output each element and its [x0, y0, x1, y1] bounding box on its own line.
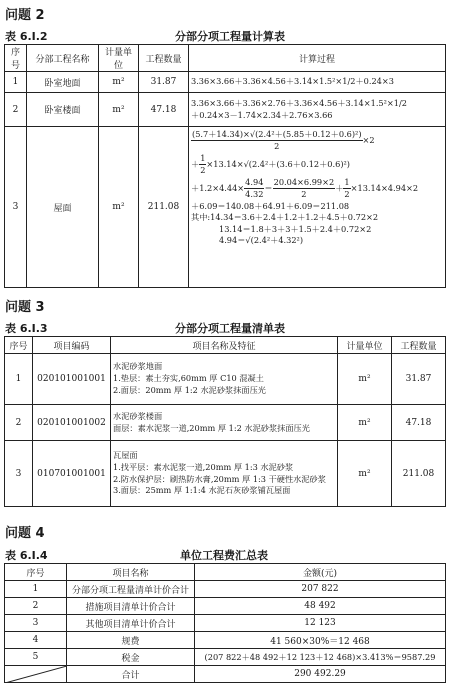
row-amount: 207 822 [195, 581, 446, 598]
calc-line: 13.14＝1.8＋3＋3＋1.5＋2.4＋0.72×2 [219, 223, 372, 234]
q3-header-row [5, 337, 446, 354]
table-row [5, 598, 446, 615]
row-name: 其他项目清单计价合计 [67, 615, 195, 632]
q3-header-desc: 项目名称及特征 [111, 337, 338, 354]
calc-line: 其中:14.34＝3.6＋2.4＋1.2＋1.2＋4.5＋0.72×2 [191, 212, 379, 223]
desc-line: 3.面层：25mm 厚 1:1:4 水泥石灰砂浆铺瓦屋面 [113, 485, 291, 496]
row-quantity: 31.87 [392, 354, 446, 405]
table-row [5, 581, 446, 598]
row-number: 2 [5, 405, 33, 441]
table-row [5, 405, 446, 441]
q2-table-number: 表 6.Ⅰ.2 [5, 30, 48, 43]
desc-line: 面层：素水泥浆一道,20mm 厚 1:2 水泥砂浆抹面压光 [113, 422, 310, 433]
desc-line: 水泥砂浆地面 [113, 361, 163, 372]
total-amount: 290 492.29 [195, 666, 446, 683]
table-row [5, 72, 446, 93]
row-number: 1 [5, 72, 27, 93]
row-unit: m² [99, 93, 139, 127]
total-row [5, 666, 446, 683]
row-quantity: 211.08 [139, 127, 189, 288]
calc-line: $\frac{\text{(5.7＋14.34)×√(2.4²＋(5.85＋0.12＋0.6)²)}}{2}$ ×2 [192, 129, 375, 152]
q4-header-name: 项目名称 [67, 564, 195, 581]
row-description [111, 441, 338, 507]
q3-heading: 问题 3 [5, 300, 45, 315]
calc-line: 3.36×3.66＋3.36×4.56＋3.14×1.5²×1/2＋0.24×3 [191, 76, 394, 87]
q2-header-calc: 计算过程 [189, 45, 446, 72]
row-number: 3 [5, 615, 67, 632]
q3-header-code: 项目编码 [33, 337, 111, 354]
table-row [5, 93, 446, 127]
row-code: 020101001001 [33, 354, 111, 405]
table-row [5, 354, 446, 405]
calc-line: ＋6.09＝140.08＋64.91＋6.09＝211.08 [191, 200, 350, 211]
row-name: 措施项目清单计价合计 [67, 598, 195, 615]
row-amount: (207 822＋48 492＋12 123＋12 468)×3.413%＝9587.29 [195, 649, 446, 666]
row-unit: m² [99, 72, 139, 93]
row-number: 5 [5, 649, 67, 666]
total-diagonal-cell [5, 666, 67, 683]
fraction: $\frac{\text{(5.7＋14.34)×√(2.4²＋(5.85＋0.12＋0.6)²)}}{2}$ [192, 129, 362, 152]
desc-line: 2.防水保护层：刷热防水膏,20mm 厚 1:3 干硬性水泥砂浆 [113, 473, 326, 484]
calc-line: 4.94＝√(2.4²＋4.32²) [219, 235, 304, 246]
q2-table [4, 44, 446, 288]
row-unit: m² [99, 127, 139, 288]
row-quantity: 211.08 [392, 441, 446, 507]
desc-line: 瓦屋面 [113, 449, 138, 460]
q3-header-no: 序号 [5, 337, 33, 354]
calc-line: ＋ $\frac{1}{2}$ ×13.14×√(2.4²＋(3.6＋0.12＋0.6)²) [191, 152, 350, 176]
desc-line: 水泥砂浆楼面 [113, 410, 163, 421]
row-quantity: 47.18 [139, 93, 189, 127]
row-name: 规费 [67, 632, 195, 649]
row-amount: 12 123 [195, 615, 446, 632]
q4-table [4, 563, 446, 683]
q3-header-qty: 工程数量 [392, 337, 446, 354]
table-row [5, 615, 446, 632]
row-unit: m² [338, 405, 392, 441]
fraction: $\frac{1}{2}$ [344, 176, 350, 200]
q2-header-no: 序号 [5, 45, 27, 72]
row-name: 卧室地面 [27, 72, 99, 93]
q2-header-qty: 工程数量 [139, 45, 189, 72]
row-calculation [189, 72, 446, 93]
row-name: 卧室楼面 [27, 93, 99, 127]
calc-line: ＋0.24×3－1.74×2.34＋2.76×3.66 [191, 109, 333, 120]
desc-line: 1.垫层：素土夯实,60mm 厚 C10 混凝土 [113, 373, 264, 384]
q4-header-row [5, 564, 446, 581]
fraction: $\frac{4.94}{4.32}$ [245, 176, 264, 200]
row-number: 3 [5, 441, 33, 507]
desc-line: 1.找平层：素水泥浆一道,20mm 厚 1:3 水泥砂浆 [113, 461, 294, 472]
q4-header-no: 序号 [5, 564, 67, 581]
table-row [5, 632, 446, 649]
q2-table-title: 分部分项工程量计算表 [175, 30, 285, 43]
row-amount: 41 560×30%＝12 468 [195, 632, 446, 649]
row-number: 2 [5, 598, 67, 615]
row-number: 2 [5, 93, 27, 127]
q3-table-title: 分部分项工程量清单表 [175, 322, 285, 335]
row-description [111, 354, 338, 405]
table-row [5, 127, 446, 288]
row-quantity: 31.87 [139, 72, 189, 93]
row-name: 分部分项工程量清单计价合计 [67, 581, 195, 598]
row-amount: 48 492 [195, 598, 446, 615]
diagonal-line [5, 666, 67, 683]
q2-header-name: 分部工程名称 [27, 45, 99, 72]
table-row [5, 649, 446, 666]
q3-header-unit: 计量单位 [338, 337, 392, 354]
row-unit: m² [338, 354, 392, 405]
q2-header-row [5, 45, 446, 72]
row-calculation [189, 127, 446, 288]
q3-table [4, 336, 446, 507]
q4-heading: 问题 4 [5, 526, 45, 541]
q2-heading: 问题 2 [5, 8, 45, 23]
q4-header-amount: 金额(元) [195, 564, 446, 581]
calc-line: ＋1.2×4.44× $\frac{4.94}{4.32}$ ＝ $\frac{20.04\times 6.99\times 2}{2}$ ＋ $\frac{1}{2}$ ×13.14×4.94×2 [191, 176, 419, 200]
row-name: 屋面 [27, 127, 99, 288]
table-row [5, 441, 446, 507]
row-quantity: 47.18 [392, 405, 446, 441]
row-name: 税金 [67, 649, 195, 666]
fraction: $\frac{20.04\times 6.99\times 2}{2}$ [273, 176, 335, 200]
total-label: 合计 [67, 666, 195, 683]
row-number: 4 [5, 632, 67, 649]
q4-table-number: 表 6.Ⅰ.4 [5, 549, 48, 562]
row-number: 3 [5, 127, 27, 288]
row-code: 020101001002 [33, 405, 111, 441]
row-code: 010701001001 [33, 441, 111, 507]
q4-table-title: 单位工程费汇总表 [180, 549, 268, 562]
row-calculation [189, 93, 446, 127]
row-description [111, 405, 338, 441]
desc-line: 2.面层：20mm 厚 1:2 水泥砂浆抹面压光 [113, 384, 266, 395]
row-number: 1 [5, 354, 33, 405]
q2-header-unit: 计量单位 [99, 45, 139, 72]
calc-line: 3.36×3.66＋3.36×2.76＋3.36×4.56＋3.14×1.5²×1/2 [191, 98, 407, 109]
q3-table-number: 表 6.Ⅰ.3 [5, 322, 48, 335]
row-number: 1 [5, 581, 67, 598]
fraction: $\frac{1}{2}$ [200, 152, 206, 176]
row-unit: m² [338, 441, 392, 507]
